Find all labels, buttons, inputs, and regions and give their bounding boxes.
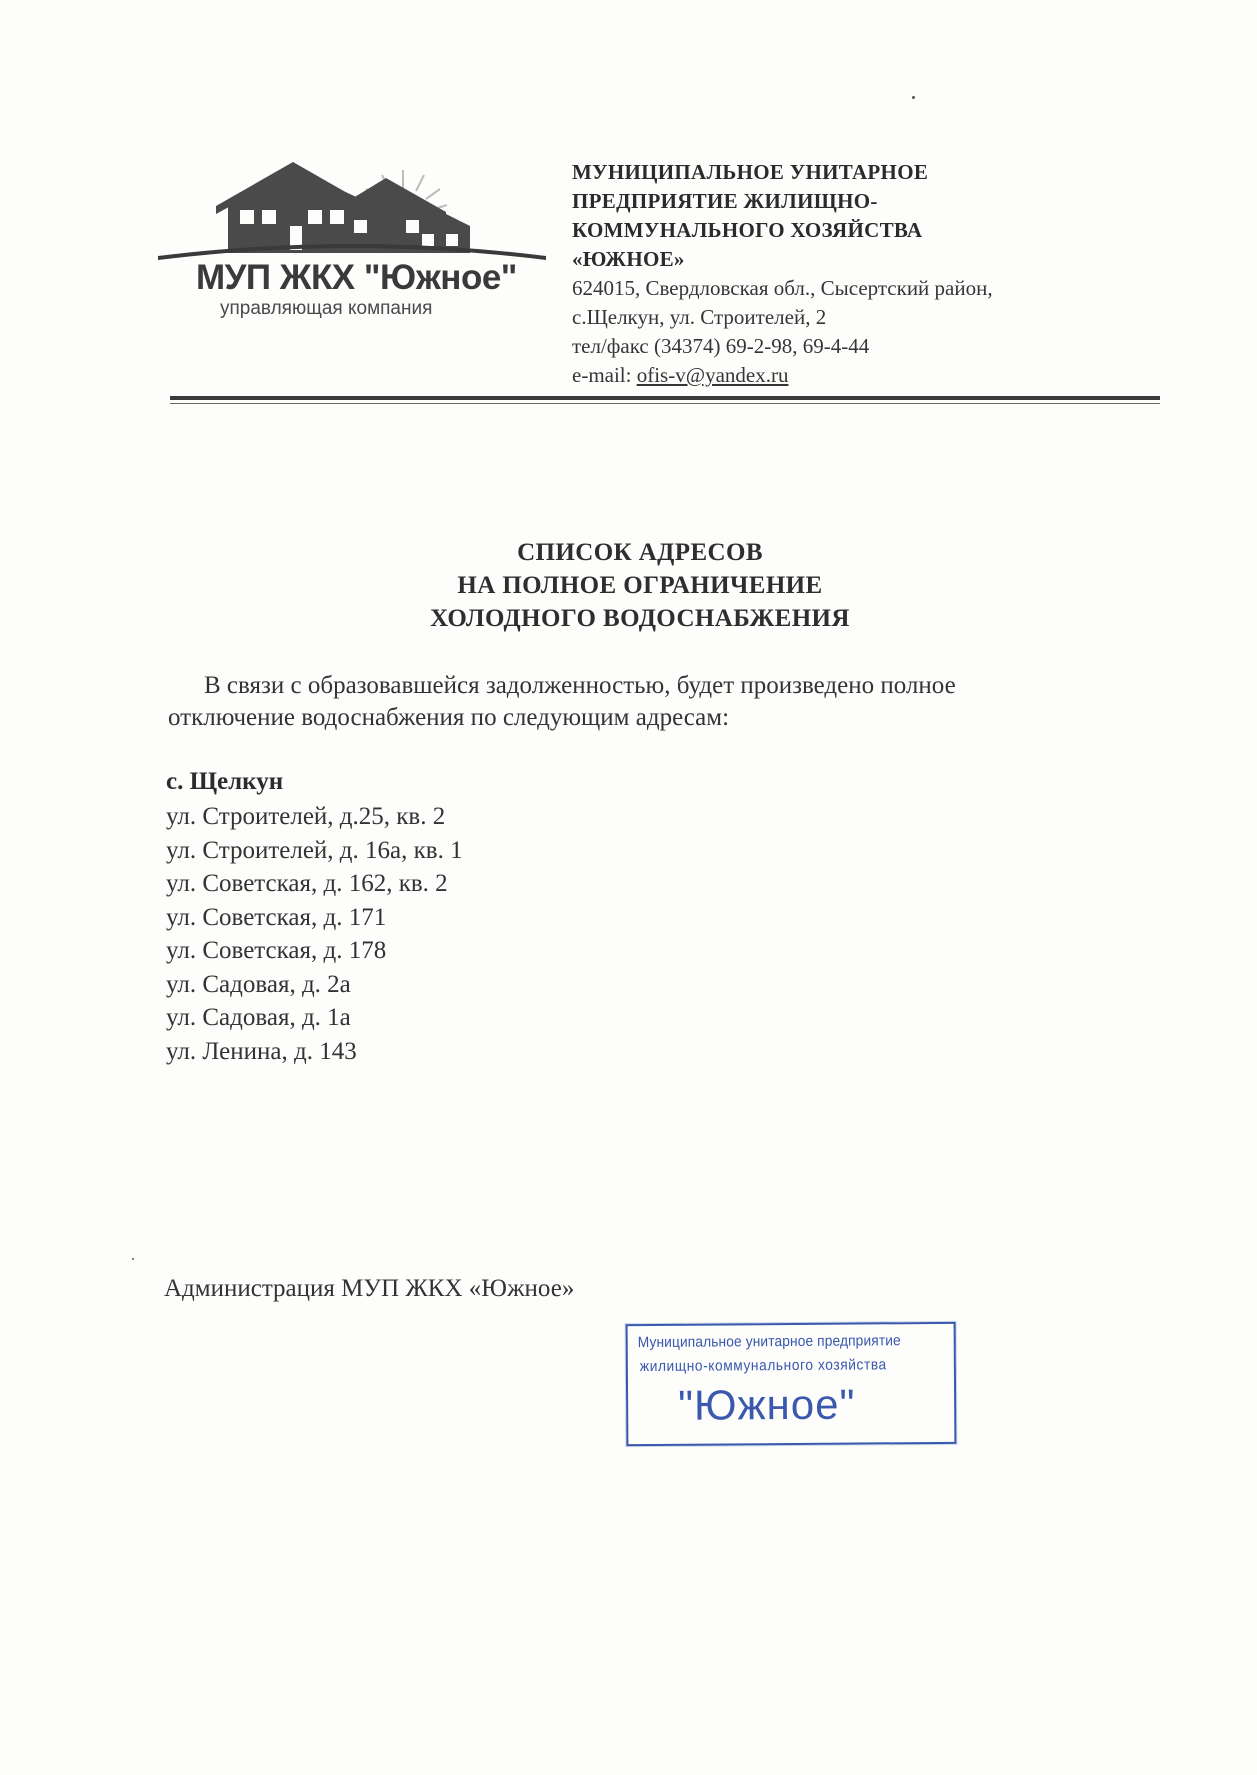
postal-address-line: с.Щелкун, ул. Строителей, 2 [572, 305, 827, 329]
signoff-administration: Администрация МУП ЖКХ «Южное» [164, 1275, 575, 1302]
address-list [166, 800, 463, 1068]
company-logo [158, 148, 546, 318]
logo-subtitle: управляющая компания [220, 298, 433, 319]
address-item: ул. Советская, д. 178 [166, 937, 387, 964]
village-heading: с. Щелкун [166, 768, 284, 795]
address-item: ул. Строителей, д. 16а, кв. 1 [166, 836, 463, 864]
scan-speck [912, 96, 915, 99]
address-item: ул. Садовая, д. 1а [166, 1004, 351, 1031]
intro-line: В связи с образовавшейся задолженностью, будет произведено полное [204, 672, 956, 699]
email-link[interactable]: ofis-v@yandex.ru [636, 363, 789, 387]
address-item: ул. Ленина, д. 143 [166, 1037, 357, 1065]
email-label: e-mail: [572, 363, 632, 387]
phone-fax-line: тел/факс (34374) 69-2-98, 69-4-44 [572, 334, 870, 358]
title-line: ХОЛОДНОГО ВОДОСНАБЖЕНИЯ [430, 605, 850, 632]
letterhead-divider [170, 396, 1160, 400]
official-stamp [626, 1322, 957, 1446]
stamp-line: жилищно-коммунального хозяйства [639, 1356, 887, 1376]
document-title [300, 536, 980, 635]
organization-details [572, 158, 1132, 390]
address-item: ул. Садовая, д. 2а [166, 970, 351, 998]
letterhead-divider-thin [170, 403, 1160, 404]
org-name-line: «ЮЖНОЕ» [572, 247, 685, 271]
address-item: ул. Советская, д. 171 [166, 903, 387, 931]
address-item: ул. Советская, д. 162, кв. 2 [166, 870, 448, 897]
org-name-line: МУНИЦИПАЛЬНОЕ УНИТАРНОЕ [572, 160, 929, 184]
stamp-line: Муниципальное унитарное предприятие [637, 1332, 901, 1352]
title-line: НА ПОЛНОЕ ОГРАНИЧЕНИЕ [457, 572, 823, 599]
org-name-line: КОММУНАЛЬНОГО ХОЗЯЙСТВА [572, 218, 923, 242]
scan-speck [132, 1258, 134, 1260]
logo-company-name: МУП ЖКХ "Южное" [196, 258, 517, 297]
postal-address-line: 624015, Свердловская обл., Сысертский район, [572, 276, 993, 300]
stamp-company-name: "Южное" [677, 1380, 856, 1429]
address-item: ул. Строителей, д.25, кв. 2 [166, 803, 446, 830]
email-line [572, 361, 1132, 390]
org-name-line: ПРЕДПРИЯТИЕ ЖИЛИЩНО- [572, 189, 878, 213]
intro-line: отключение водоснабжения по следующим адресам: [168, 704, 730, 731]
title-line: СПИСОК АДРЕСОВ [517, 539, 763, 566]
intro-paragraph [168, 670, 1108, 734]
